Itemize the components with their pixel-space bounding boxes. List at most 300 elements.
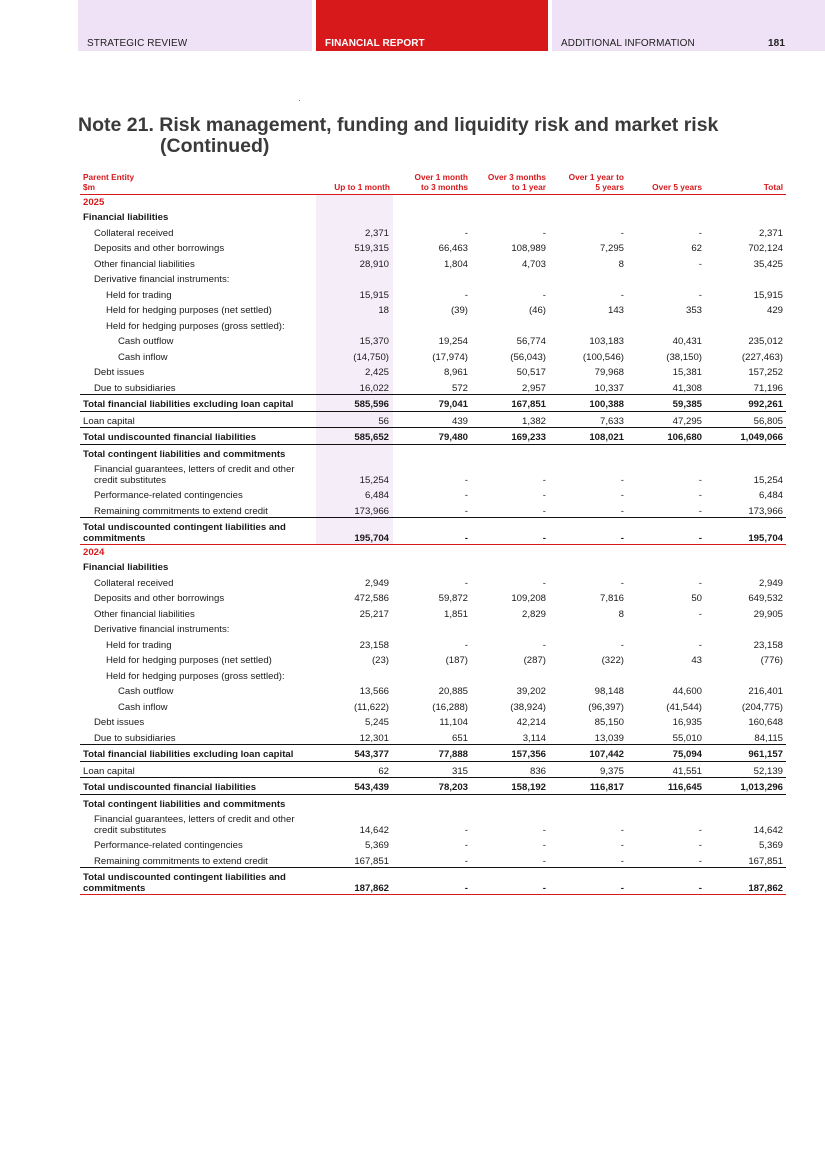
value-cell: -: [393, 852, 471, 868]
value-cell: -: [698, 824, 702, 836]
value-cell: [549, 317, 627, 333]
table-row: [80, 810, 786, 836]
value-cell: 4,703: [521, 258, 546, 270]
row-label: Remaining commitments to extend credit: [80, 852, 316, 868]
value-cell: 40,431: [672, 336, 702, 347]
value-cell: 14,642: [359, 824, 389, 836]
nav-tab-additional-information[interactable]: [552, 0, 825, 51]
value-cell: [316, 558, 393, 574]
table-row: [80, 558, 786, 574]
value-cell: [316, 444, 393, 460]
row-label: Loan capital: [80, 411, 316, 428]
value-cell: -: [620, 639, 624, 651]
column-header: [393, 168, 471, 195]
column-header: [316, 168, 393, 195]
row-label: Cash inflow: [118, 351, 168, 363]
table-row: [80, 395, 786, 412]
value-cell: 173,966: [705, 502, 786, 518]
value-cell: 47,295: [627, 411, 705, 428]
table-row: [80, 761, 786, 778]
row-label: Total financial liabilities excluding loan capital: [80, 395, 316, 412]
value-cell: 2,829: [521, 608, 546, 620]
value-cell: -: [471, 518, 549, 545]
value-cell: [471, 208, 549, 224]
value-cell: 13,039: [549, 729, 627, 745]
value-cell: [471, 270, 549, 286]
value-cell: -: [620, 840, 624, 851]
value-cell: 25,217: [359, 608, 389, 620]
value-cell: 10,337: [549, 379, 627, 395]
value-cell: 7,816: [599, 593, 624, 604]
value-cell: 961,157: [705, 745, 786, 762]
row-label: Total undiscounted contingent liabilities and commitments: [80, 518, 316, 545]
value-cell: 116,817: [549, 778, 627, 795]
value-cell: 109,208: [511, 593, 546, 604]
table-row: [80, 574, 786, 590]
value-cell: 235,012: [748, 336, 783, 347]
value-cell: [549, 794, 627, 810]
table-row: [80, 518, 786, 545]
row-label: Performance-related contingencies: [94, 490, 243, 501]
value-cell: 71,196: [705, 379, 786, 395]
value-cell: -: [393, 868, 471, 895]
value-cell: [471, 794, 549, 810]
value-cell: 77,888: [393, 745, 471, 762]
value-cell: 2,371: [758, 227, 783, 239]
stray-dot: [299, 100, 300, 101]
value-cell: 35,425: [753, 258, 783, 270]
value-cell: 2,425: [316, 363, 393, 379]
table-row: [80, 589, 786, 605]
table-row: [80, 332, 786, 348]
header-entity-line1: Parent Entity: [83, 172, 135, 182]
row-label: Held for hedging purposes (net settled): [106, 305, 272, 316]
note-title-line2: (Continued): [160, 135, 270, 157]
value-cell: 572: [393, 379, 471, 395]
value-cell: 585,652: [316, 428, 393, 445]
table-row: [80, 605, 786, 621]
table-row: [80, 682, 786, 698]
value-cell: -: [549, 868, 627, 895]
value-cell: -: [698, 840, 702, 851]
nav-tab-label: ADDITIONAL INFORMATION: [561, 38, 695, 49]
value-cell: 8: [618, 608, 624, 620]
table-row: [80, 208, 786, 224]
value-cell: 41,308: [627, 379, 705, 395]
value-cell: -: [620, 490, 624, 501]
column-header-line2: to 3 months: [420, 181, 468, 192]
value-cell: 15,915: [316, 286, 393, 302]
value-cell: (227,463): [741, 351, 783, 363]
value-cell: [471, 667, 549, 683]
value-cell: 103,183: [589, 336, 624, 347]
value-cell: 649,532: [748, 593, 783, 604]
value-cell: [705, 208, 786, 224]
column-header-line2: Over 5 years: [652, 181, 702, 192]
table-row: [80, 255, 786, 271]
value-cell: -: [627, 852, 705, 868]
value-cell: 84,115: [705, 729, 786, 745]
table-row: [80, 301, 786, 317]
value-cell: -: [464, 289, 468, 301]
table-row: [80, 317, 786, 333]
value-cell: 1,013,296: [705, 778, 786, 795]
row-label: Financial liabilities: [83, 212, 169, 223]
value-cell: 702,124: [748, 243, 783, 254]
row-label: Financial guarantees, letters of credit and other credit substitutes: [94, 814, 295, 836]
column-header-line1: Over 1 month: [414, 172, 468, 182]
value-cell: -: [542, 824, 546, 836]
value-cell: -: [627, 868, 705, 895]
row-label: Total contingent liabilities and commitments: [83, 798, 286, 810]
value-cell: 543,439: [316, 778, 393, 795]
value-cell: 56,774: [516, 336, 546, 347]
value-cell: 2,949: [758, 577, 783, 589]
value-cell: (11,622): [353, 701, 389, 713]
value-cell: 167,851: [316, 852, 393, 868]
value-cell: (187): [445, 655, 468, 666]
table-row: [80, 868, 786, 895]
year-label: 2024: [83, 546, 105, 558]
column-header: [471, 168, 549, 195]
table-row: [80, 444, 786, 460]
value-cell: 8: [618, 258, 624, 270]
value-cell: 173,966: [316, 502, 393, 518]
value-cell: 78,203: [393, 778, 471, 795]
value-cell: (100,546): [582, 351, 624, 363]
value-cell: (41,544): [666, 701, 702, 713]
page-number: 181: [768, 38, 785, 49]
row-label: Collateral received: [94, 227, 174, 239]
value-cell: 15,254: [753, 474, 783, 486]
value-cell: 108,989: [511, 243, 546, 254]
value-cell: 5,369: [758, 840, 783, 851]
row-label: Derivative financial instruments:: [94, 274, 230, 285]
value-cell: [627, 270, 705, 286]
column-header: [705, 168, 786, 195]
value-cell: (17,974): [432, 351, 468, 363]
value-cell: (23): [371, 655, 389, 666]
value-cell: 13,566: [359, 686, 389, 697]
value-cell: 5,369: [364, 840, 389, 851]
column-header-line2: Total: [763, 181, 783, 192]
empty-cell: [316, 545, 393, 559]
row-label: Loan capital: [80, 761, 316, 778]
value-cell: 167,851: [705, 852, 786, 868]
value-cell: [316, 317, 393, 333]
value-cell: [393, 444, 471, 460]
row-label: Remaining commitments to extend credit: [80, 502, 316, 518]
empty-cell: [393, 545, 471, 559]
column-header-line2: to 1 year: [511, 181, 546, 192]
table-row: [80, 286, 786, 302]
note-title-line1: Note 21. Risk management, funding and liquidity risk and market risk: [78, 114, 719, 136]
row-label: Total undiscounted financial liabilities: [80, 778, 316, 795]
value-cell: 55,010: [627, 729, 705, 745]
value-cell: 2,949: [364, 577, 389, 589]
value-cell: 42,214: [516, 717, 546, 728]
value-cell: -: [620, 227, 624, 239]
value-cell: 7,295: [599, 243, 624, 254]
value-cell: 1,382: [471, 411, 549, 428]
value-cell: 106,680: [627, 428, 705, 445]
value-cell: 15,254: [316, 460, 393, 486]
value-cell: -: [464, 474, 468, 486]
value-cell: [627, 667, 705, 683]
row-label: Other financial liabilities: [94, 258, 195, 270]
value-cell: 50,517: [516, 367, 546, 378]
value-cell: -: [627, 502, 705, 518]
row-label: Performance-related contingencies: [94, 840, 243, 851]
value-cell: 66,463: [438, 243, 468, 254]
table-row: [80, 778, 786, 795]
value-cell: -: [393, 502, 471, 518]
value-cell: [549, 270, 627, 286]
row-label: Financial liabilities: [83, 562, 169, 573]
value-cell: [393, 667, 471, 683]
value-cell: 43: [691, 655, 702, 666]
table-row: [80, 460, 786, 486]
table-row: [80, 836, 786, 852]
table-body: [80, 195, 786, 895]
row-label: Deposits and other borrowings: [94, 593, 225, 604]
empty-cell: [471, 545, 549, 559]
value-cell: -: [542, 577, 546, 589]
value-cell: -: [464, 577, 468, 589]
row-label: Held for hedging purposes (gross settled):: [106, 670, 285, 682]
value-cell: -: [698, 608, 702, 620]
table-row: [80, 363, 786, 379]
value-cell: 15,381: [672, 367, 702, 378]
value-cell: [705, 317, 786, 333]
value-cell: 1,851: [443, 608, 468, 620]
table-row: [80, 270, 786, 286]
nav-tab-financial-report[interactable]: [316, 0, 548, 51]
value-cell: [316, 270, 393, 286]
value-cell: 29,905: [753, 608, 783, 620]
value-cell: [705, 558, 786, 574]
value-cell: -: [542, 490, 546, 501]
value-cell: 62: [316, 761, 393, 778]
row-label: Total contingent liabilities and commitments: [83, 448, 286, 460]
table-row: [80, 411, 786, 428]
value-cell: [471, 558, 549, 574]
value-cell: 585,596: [316, 395, 393, 412]
value-cell: 12,301: [316, 729, 393, 745]
value-cell: 16,935: [672, 717, 702, 728]
empty-cell: [471, 195, 549, 209]
empty-cell: [705, 545, 786, 559]
value-cell: [549, 667, 627, 683]
table-row: [80, 651, 786, 667]
value-cell: -: [542, 474, 546, 486]
value-cell: -: [464, 490, 468, 501]
value-cell: [627, 794, 705, 810]
year-row: [80, 195, 786, 209]
row-label: Due to subsidiaries: [80, 379, 316, 395]
value-cell: 39,202: [516, 686, 546, 697]
value-cell: 160,648: [748, 717, 783, 728]
value-cell: 15,370: [316, 332, 393, 348]
value-cell: 187,862: [705, 868, 786, 895]
value-cell: -: [542, 289, 546, 301]
value-cell: 216,401: [748, 686, 783, 697]
empty-cell: [549, 195, 627, 209]
value-cell: 157,252: [748, 367, 783, 378]
liquidity-table: [80, 168, 786, 895]
row-label: Held for hedging purposes (gross settled):: [106, 320, 285, 332]
value-cell: -: [698, 258, 702, 270]
value-cell: -: [464, 824, 468, 836]
table-row: [80, 745, 786, 762]
empty-cell: [705, 195, 786, 209]
value-cell: -: [620, 824, 624, 836]
value-cell: -: [698, 639, 702, 651]
value-cell: 5,245: [364, 717, 389, 728]
value-cell: (204,775): [741, 701, 783, 713]
value-cell: 50: [691, 593, 702, 604]
value-cell: 62: [691, 243, 702, 254]
value-cell: -: [464, 840, 468, 851]
value-cell: [627, 620, 705, 636]
value-cell: 519,315: [316, 239, 393, 255]
value-cell: 2,371: [316, 224, 393, 240]
table-row: [80, 239, 786, 255]
value-cell: [627, 317, 705, 333]
value-cell: 56,805: [705, 411, 786, 428]
value-cell: 79,968: [594, 367, 624, 378]
value-cell: [549, 558, 627, 574]
table-row: [80, 620, 786, 636]
value-cell: 23,158: [359, 639, 389, 651]
value-cell: 3,114: [471, 729, 549, 745]
value-cell: [393, 270, 471, 286]
value-cell: [549, 444, 627, 460]
value-cell: -: [471, 502, 549, 518]
row-label: Cash outflow: [118, 336, 174, 347]
header-entity-label: [80, 168, 316, 195]
value-cell: 543,377: [316, 745, 393, 762]
table-row: [80, 794, 786, 810]
value-cell: 1,804: [443, 258, 468, 270]
value-cell: 79,480: [393, 428, 471, 445]
value-cell: 195,704: [316, 518, 393, 545]
value-cell: 9,375: [549, 761, 627, 778]
value-cell: (38,924): [510, 701, 546, 713]
row-label: Total undiscounted financial liabilities: [80, 428, 316, 445]
value-cell: -: [549, 852, 627, 868]
value-cell: 187,862: [316, 868, 393, 895]
value-cell: -: [698, 577, 702, 589]
empty-cell: [549, 545, 627, 559]
value-cell: -: [542, 840, 546, 851]
column-header: [549, 168, 627, 195]
value-cell: 44,600: [672, 686, 702, 697]
value-cell: 52,139: [705, 761, 786, 778]
nav-tab-label: STRATEGIC REVIEW: [87, 38, 188, 49]
value-cell: 116,645: [627, 778, 705, 795]
value-cell: 19,254: [438, 336, 468, 347]
value-cell: 107,442: [549, 745, 627, 762]
value-cell: 14,642: [753, 824, 783, 836]
value-cell: [471, 620, 549, 636]
table-row: [80, 428, 786, 445]
value-cell: [471, 317, 549, 333]
column-header: [627, 168, 705, 195]
value-cell: [393, 794, 471, 810]
value-cell: (322): [601, 655, 624, 666]
value-cell: [393, 558, 471, 574]
value-cell: [316, 794, 393, 810]
value-cell: 79,041: [393, 395, 471, 412]
table-row: [80, 486, 786, 502]
value-cell: 15,915: [753, 289, 783, 301]
value-cell: 7,633: [549, 411, 627, 428]
value-cell: 1,049,066: [705, 428, 786, 445]
value-cell: 651: [393, 729, 471, 745]
value-cell: 75,094: [627, 745, 705, 762]
value-cell: 23,158: [753, 639, 783, 651]
value-cell: -: [471, 868, 549, 895]
row-label: Derivative financial instruments:: [94, 624, 230, 635]
row-label: Due to subsidiaries: [80, 729, 316, 745]
value-cell: [627, 558, 705, 574]
value-cell: 158,192: [471, 778, 549, 795]
value-cell: -: [698, 490, 702, 501]
note-title: [78, 115, 718, 157]
value-cell: [627, 444, 705, 460]
row-label: Other financial liabilities: [94, 608, 195, 620]
row-label: Debt issues: [94, 367, 145, 378]
row-label: Total financial liabilities excluding loan capital: [80, 745, 316, 762]
value-cell: [316, 620, 393, 636]
empty-cell: [393, 195, 471, 209]
table-row: [80, 502, 786, 518]
value-cell: 167,851: [471, 395, 549, 412]
value-cell: 429: [766, 305, 783, 316]
row-label: Total undiscounted contingent liabilities and commitments: [80, 868, 316, 895]
value-cell: 85,150: [594, 717, 624, 728]
value-cell: 59,385: [627, 395, 705, 412]
value-cell: -: [464, 639, 468, 651]
value-cell: 98,148: [594, 686, 624, 697]
value-cell: 169,233: [471, 428, 549, 445]
value-cell: 20,885: [438, 686, 468, 697]
table-row: [80, 729, 786, 745]
row-label: Cash outflow: [118, 686, 174, 697]
value-cell: [705, 620, 786, 636]
nav-tab-strategic-review[interactable]: [78, 0, 312, 51]
value-cell: [393, 620, 471, 636]
value-cell: 6,484: [758, 490, 783, 501]
nav-tab-label: FINANCIAL REPORT: [325, 38, 425, 49]
value-cell: 195,704: [705, 518, 786, 545]
table-row: [80, 348, 786, 364]
row-label: Held for trading: [106, 639, 172, 651]
row-label: Cash inflow: [118, 701, 168, 713]
value-cell: (776): [760, 655, 783, 666]
row-label: Held for trading: [106, 289, 172, 301]
value-cell: (38,150): [666, 351, 702, 363]
value-cell: (96,397): [588, 701, 624, 713]
value-cell: 143: [607, 305, 624, 316]
value-cell: [393, 317, 471, 333]
value-cell: 472,586: [354, 593, 389, 604]
row-label: Collateral received: [94, 577, 174, 589]
value-cell: [705, 270, 786, 286]
header-entity-line2: $m: [83, 181, 95, 192]
value-cell: 353: [685, 305, 702, 316]
